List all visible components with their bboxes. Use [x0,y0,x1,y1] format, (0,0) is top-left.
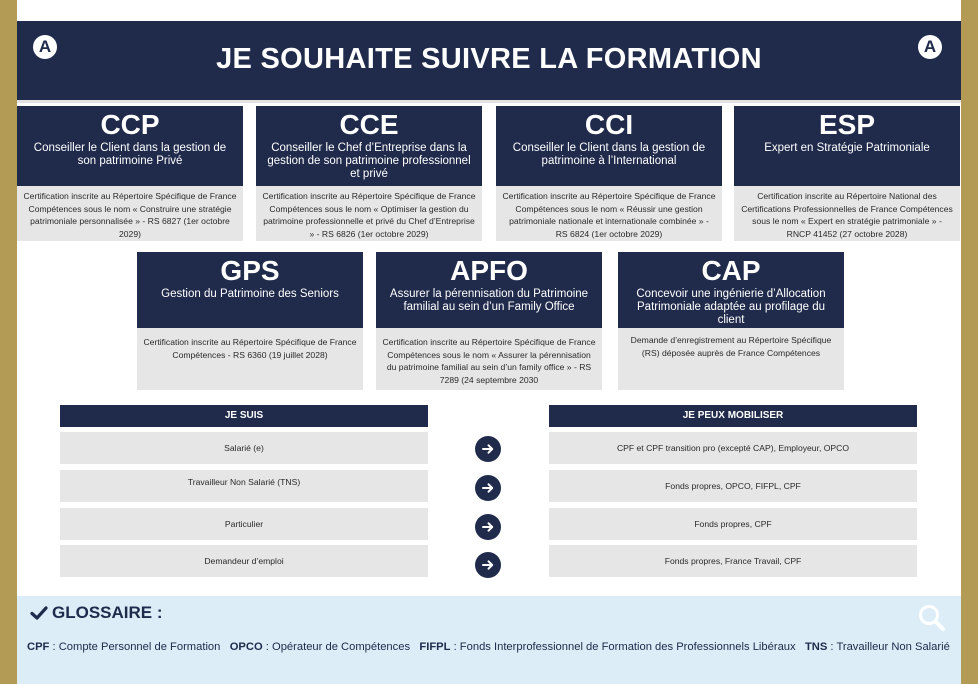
formation-name: Conseiller le Chef d’Entreprise dans la gestion de son patrimoine professionnel et privé [267,142,471,180]
glossary-title [30,603,163,623]
status-row-tns [60,470,428,502]
glossary-entry-cpf: CPF : Compte Personnel de Formation [27,641,221,653]
formation-card-header [496,106,722,186]
formation-code: CAP [701,255,761,286]
formation-card-gps [137,252,363,390]
search-icon [917,603,947,633]
funding-row-particulier [549,508,917,540]
formation-code: CCP [100,109,160,140]
status-row-salarie [60,432,428,464]
formation-name: Expert en Stratégie Patrimoniale [764,142,930,154]
glossary-entry-opco: OPCO : Opérateur de Compétences [229,641,411,653]
formation-card-header [734,106,960,186]
formation-description: Certification inscrite au Répertoire Spécifique de France Compétences sous le nom « Réussir une gestion patrimoniale nationale et internationale combinée » - RS 6824 (1er octobre 2029) [496,186,722,241]
formation-description: Certification inscrite au Répertoire National des Certifications Professionnelles de France Compétences sous le nom « Expert en stratégie patrimoniale » - RNCP 41452 (27 octobre 2028) [734,186,960,241]
formation-description: Certification inscrite au Répertoire Spécifique de France Compétences sous le nom « Assurer la pérennisation du patrimoine familial au sein d’un family office » - RS 7289 (24 septembre 2030 [376,328,602,390]
formation-code: ESP [818,109,876,140]
funding-row-salarie [549,432,917,464]
status-label: Salarié (e) [224,443,264,453]
funding-label: Fonds propres, OPCO, FIFPL, CPF [665,481,801,491]
formation-card-header [17,106,243,186]
formation-description: Certification inscrite au Répertoire Spécifique de France Compétences sous le nom « Optimiser la gestion du patrimoine professionnelle et privé du Chef d’Entreprise » - RS 6826 (1er octobre 2029) [256,186,482,241]
glossary-entry-fifpl: FIFPL : Fonds Interprofessionnel de Formation des Professionnels Libéraux [419,641,796,653]
formation-code: APFO [450,255,528,286]
formation-code: GPS [220,255,280,286]
column-header-je-peux-mobiliser: JE PEUX MOBILISER [549,405,917,427]
formation-name: Conseiller le Client dans la gestion de son patrimoine Privé [33,142,227,167]
arrow-right-icon [475,436,501,462]
formation-name: Assurer la pérennisation du Patrimoine familial au sein d’un Family Office [389,288,589,313]
funding-label: CPF et CPF transition pro (excepté CAP), Employeur, OPCO [616,443,850,453]
status-label: Travailleur Non Salarié (TNS) [187,477,301,487]
funding-label: Fonds propres, France Travail, CPF [664,556,802,566]
column-header-je-suis: JE SUIS [60,405,428,427]
status-label: Demandeur d’emploi [204,556,284,566]
formation-card-header [137,252,363,328]
brand-logo-icon-left: A [33,35,57,59]
formation-card-esp [734,106,960,241]
funding-label: Fonds propres, CPF [694,519,772,529]
glossary-entry-tns: TNS : Travailleur Non Salarié [804,641,950,653]
header-divider [17,100,961,103]
formation-card-apfo [376,252,602,390]
arrow-right-icon [475,552,501,578]
formation-description: Certification inscrite au Répertoire Spécifique de France Compétences - RS 6360 (19 juillet 2028) [137,328,363,390]
status-label: Particulier [224,519,264,529]
checkmark-icon [30,605,48,621]
formation-card-header [376,252,602,328]
page-header [17,21,961,100]
glossary-title-text: GLOSSAIRE : [52,603,163,622]
formation-card-ccp [17,106,243,241]
arrow-right-icon [475,475,501,501]
brand-logo-icon-right: A [918,35,942,59]
glossary-entries [27,641,950,653]
formation-card-cap [618,252,844,390]
formation-description: Certification inscrite au Répertoire Spécifique de France Compétences sous le nom « Construire une stratégie patrimoniale personnalisée » - RS 6827 (1er octobre 2029) [17,186,243,241]
formation-description: Demande d’enregistrement au Répertoire Spécifique (RS) déposée auprès de France Compétences [618,328,844,390]
formation-name: Concevoir une ingénierie d’Allocation Patrimoniale adaptée au profilage du client [636,288,826,326]
formation-name: Conseiller le Client dans la gestion de patrimoine à l’International [512,142,706,167]
formation-code: CCE [339,109,399,140]
formation-name: Gestion du Patrimoine des Seniors [161,288,339,300]
formation-card-cce [256,106,482,241]
formation-card-header [618,252,844,328]
status-row-demandeur [60,545,428,577]
formation-card-cci [496,106,722,241]
funding-row-tns [549,470,917,502]
status-row-particulier [60,508,428,540]
formation-card-header [256,106,482,186]
funding-row-demandeur [549,545,917,577]
page-title: JE SOUHAITE SUIVRE LA FORMATION [216,43,762,75]
arrow-right-icon [475,514,501,540]
formation-code: CCI [584,109,634,140]
